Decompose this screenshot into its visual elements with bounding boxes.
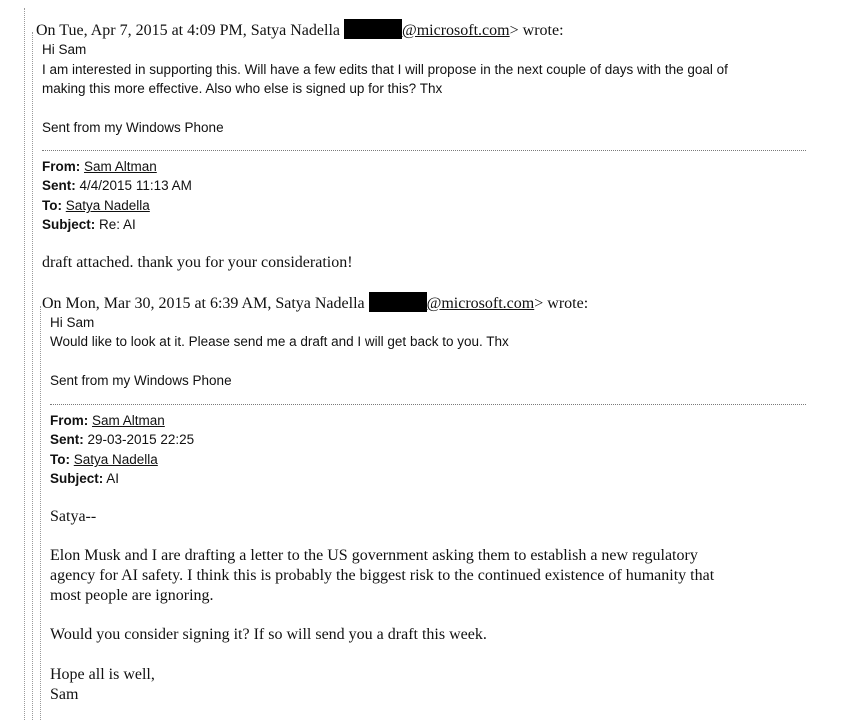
reply2-greeting: Hi Sam bbox=[50, 315, 95, 330]
from-label: From: bbox=[42, 159, 81, 174]
sent-label: Sent: bbox=[50, 432, 84, 447]
to-value[interactable]: Satya Nadella bbox=[73, 452, 158, 467]
forward2-para1-line2: agency for AI safety. I think this is probably the biggest risk to the continued existence of humanity that bbox=[50, 567, 715, 584]
to-label: To: bbox=[50, 452, 70, 467]
sent-value: 4/4/2015 11:13 AM bbox=[79, 178, 192, 193]
reply2-email-link[interactable]: @microsoft.com bbox=[426, 295, 535, 312]
reply1-header-suffix: > wrote: bbox=[509, 22, 564, 39]
forward2-para1-line1: Elon Musk and I are drafting a letter to the US government asking them to establish a new regulatory bbox=[50, 547, 698, 564]
forward2-subject bbox=[50, 469, 119, 488]
from-value[interactable]: Sam Altman bbox=[92, 413, 165, 428]
reply2-body-line1: Would like to look at it. Please send me a draft and I will get back to you. Thx bbox=[50, 334, 509, 349]
reply1-body-line2: making this more effective. Also who else is signed up for this? Thx bbox=[42, 81, 443, 96]
quote-bar-mid bbox=[32, 32, 33, 720]
forward1-sent bbox=[42, 176, 192, 195]
to-value[interactable]: Satya Nadella bbox=[65, 198, 150, 213]
reply1-signature: Sent from my Windows Phone bbox=[42, 120, 224, 135]
forward1-from bbox=[42, 157, 157, 176]
forward2-sent bbox=[50, 430, 194, 449]
forward2-para1-line3: most people are ignoring. bbox=[50, 587, 214, 604]
reply2-header-prefix: On Mon, Mar 30, 2015 at 6:39 AM, Satya Nadella bbox=[42, 295, 369, 312]
subject-value: Re: AI bbox=[99, 217, 136, 232]
sent-label: Sent: bbox=[42, 178, 76, 193]
reply2-header-suffix: > wrote: bbox=[534, 295, 589, 312]
separator-2 bbox=[50, 404, 806, 405]
quote-bar-inner bbox=[40, 306, 41, 720]
reply1-header-prefix: On Tue, Apr 7, 2015 at 4:09 PM, Satya Nadella bbox=[36, 22, 344, 39]
reply1-email-link[interactable]: @microsoft.com bbox=[402, 22, 510, 39]
forward1-to bbox=[42, 196, 150, 215]
forward1-body: draft attached. thank you for your consideration! bbox=[42, 254, 353, 271]
forward1-subject bbox=[42, 215, 136, 234]
quote-bar-outer bbox=[24, 8, 25, 720]
separator-1 bbox=[42, 150, 806, 151]
forward2-para2: Would you consider signing it? If so will send you a draft this week. bbox=[50, 626, 487, 643]
subject-label: Subject: bbox=[50, 471, 104, 486]
subject-label: Subject: bbox=[42, 217, 96, 232]
reply1-body-line1: I am interested in supporting this. Will have a few edits that I will propose in the next couple of days with the goal of bbox=[42, 62, 728, 77]
redaction-block bbox=[344, 19, 402, 39]
forward2-closing: Hope all is well, bbox=[50, 666, 155, 683]
reply2-signature: Sent from my Windows Phone bbox=[50, 373, 232, 388]
subject-value: AI bbox=[106, 471, 120, 486]
redaction-block bbox=[369, 292, 427, 312]
sent-value: 29-03-2015 22:25 bbox=[87, 432, 195, 447]
reply1-header bbox=[36, 19, 564, 41]
reply1-greeting: Hi Sam bbox=[42, 42, 87, 57]
reply2-header bbox=[42, 292, 588, 314]
from-label: From: bbox=[50, 413, 89, 428]
forward2-sender-name: Sam bbox=[50, 686, 79, 703]
from-value[interactable]: Sam Altman bbox=[84, 159, 157, 174]
forward2-salutation: Satya-- bbox=[50, 508, 97, 525]
forward2-from bbox=[50, 411, 165, 430]
to-label: To: bbox=[42, 198, 62, 213]
forward2-to bbox=[50, 450, 158, 469]
